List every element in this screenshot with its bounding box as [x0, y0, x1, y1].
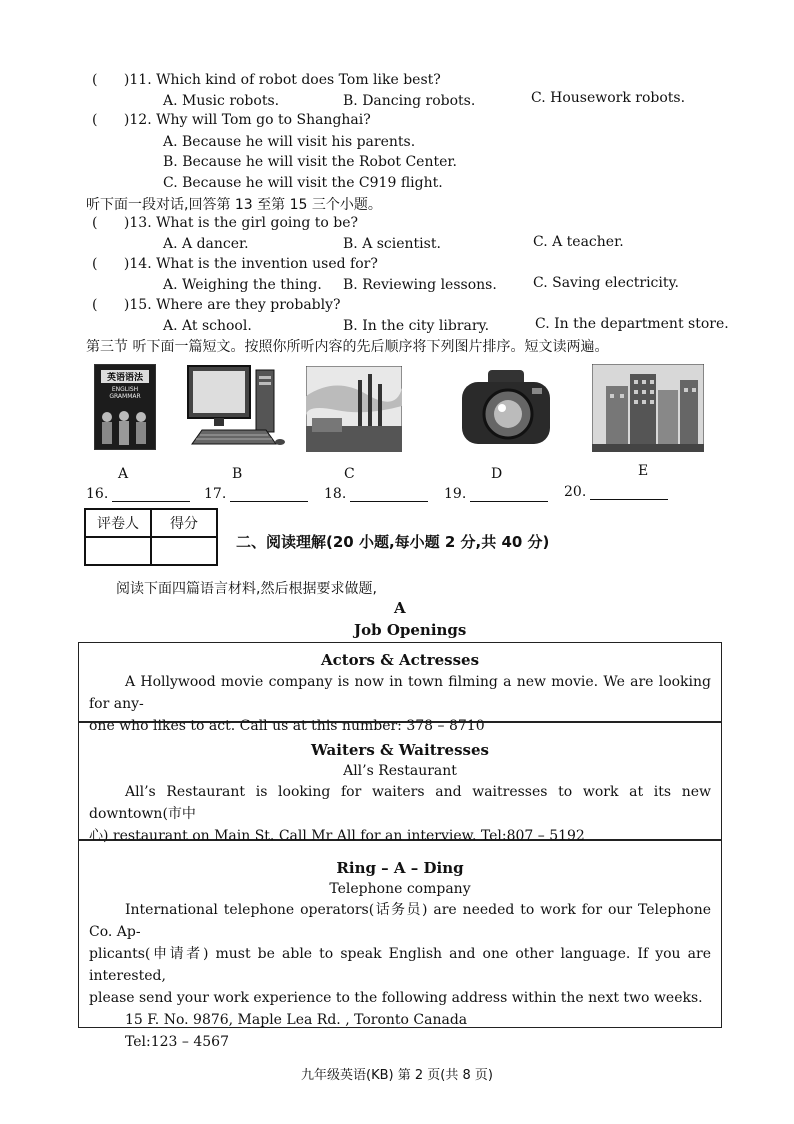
ad-line: A Hollywood movie company is now in town filming a new movie. We are looking for any- [89, 674, 711, 712]
question-text: )11. Which kind of robot does Tom like best? [123, 72, 441, 88]
option-12b[interactable]: B. Because he will visit the Robot Center. [163, 154, 457, 170]
option-13c[interactable]: C. A teacher. [533, 234, 624, 250]
answer-bracket[interactable]: ( [92, 72, 98, 88]
ad-title: Waiters & Waitresses [311, 741, 489, 759]
option-12c[interactable]: C. Because he will visit the C919 flight. [163, 175, 443, 191]
blank-19[interactable]: 19. [444, 486, 548, 502]
answer-bracket[interactable]: ( [92, 112, 98, 128]
question-text: )14. What is the invention used for? [123, 256, 378, 272]
answer-bracket[interactable]: ( [92, 297, 98, 313]
option-15a[interactable]: A. At school. [163, 318, 252, 334]
ad-title: Ring – A – Ding [336, 859, 464, 877]
ad-telephone [78, 840, 722, 1050]
question-11 [92, 72, 441, 88]
option-12a[interactable]: A. Because he will visit his parents. [163, 134, 416, 150]
blank-17[interactable]: 17. [204, 486, 308, 502]
option-14b[interactable]: B. Reviewing lessons. [343, 277, 497, 293]
passage-title: Job Openings [354, 621, 467, 639]
ad-line: 心) restaurant on Main St. Call Mr All for an interview. Tel:807 – 5192 [89, 828, 585, 844]
book-title: 英语语法 [101, 370, 149, 383]
picture-label-a: A [118, 466, 129, 482]
option-11c[interactable]: C. Housework robots. [531, 90, 686, 106]
grader-cell[interactable] [85, 537, 151, 565]
option-13b[interactable]: B. A scientist. [343, 236, 441, 252]
picture-label-e: E [638, 463, 649, 479]
question-14 [92, 256, 378, 272]
option-15b[interactable]: B. In the city library. [343, 318, 490, 334]
ad-line: one who likes to act. Call us at this number: 378 – 8710 [89, 718, 485, 734]
passage-letter: A [394, 599, 406, 617]
picture-label-c: C [344, 466, 355, 482]
option-11b[interactable]: B. Dancing robots. [343, 93, 476, 109]
part2-title: 二、阅读理解(20 小题,每小题 2 分,共 40 分) [236, 533, 550, 551]
part2-instruction: 阅读下面四篇语言材料,然后根据要求做题, [116, 581, 377, 597]
ad-subtitle: Telephone company [329, 881, 471, 897]
blank-20[interactable]: 20. [564, 484, 668, 500]
ad-phone: Tel:123 – 4567 [125, 1034, 229, 1050]
answer-bracket[interactable]: ( [92, 215, 98, 231]
option-15c[interactable]: C. In the department store. [535, 316, 729, 332]
score-header: 得分 [151, 509, 217, 537]
ad-title: Actors & Actresses [320, 651, 480, 669]
question-15 [92, 297, 341, 313]
option-14c[interactable]: C. Saving electricity. [533, 275, 679, 291]
ad-subtitle: All’s Restaurant [343, 763, 457, 779]
book-subtitle: ENGLISH GRAMMAR [109, 386, 141, 400]
answer-bracket[interactable]: ( [92, 256, 98, 272]
question-12 [92, 112, 371, 128]
grader-header: 评卷人 [85, 509, 151, 537]
page-footer: 九年级英语(KB) 第 2 页(共 8 页) [301, 1068, 493, 1083]
ad-waiters [78, 722, 722, 844]
ad-address: 15 F. No. 9876, Maple Lea Rd. , Toronto Canada [125, 1012, 468, 1028]
blank-18[interactable]: 18. [324, 486, 428, 502]
question-13 [92, 215, 358, 231]
question-text: )12. Why will Tom go to Shanghai? [123, 112, 371, 128]
picture-label-b: B [232, 466, 243, 482]
option-11a[interactable]: A. Music robots. [163, 93, 280, 109]
ad-line: plicants(申请者) must be able to speak English and one other language. If you are interested, [89, 946, 711, 984]
buildings-icon [592, 364, 704, 452]
blank-16[interactable]: 16. [86, 486, 190, 502]
section3-instruction: 第三节 听下面一篇短文。按照你所听内容的先后顺序将下列图片排序。短文读两遍。 [86, 339, 609, 355]
option-14a[interactable]: A. Weighing the thing. [163, 277, 322, 293]
picture-label-d: D [491, 466, 503, 482]
factory-icon [306, 366, 402, 452]
option-13a[interactable]: A. A dancer. [163, 236, 249, 252]
dialogue-instruction: 听下面一段对话,回答第 13 至第 15 三个小题。 [86, 197, 382, 213]
ad-actors [78, 642, 722, 734]
computer-icon [186, 364, 286, 454]
grammar-book-icon [94, 364, 156, 450]
ad-line: please send your work experience to the following address within the next two weeks. [89, 990, 703, 1006]
camera-icon [458, 366, 554, 450]
score-cell[interactable] [151, 537, 217, 565]
score-table [84, 508, 218, 566]
question-text: )13. What is the girl going to be? [123, 215, 359, 231]
ad-line: International telephone operators(话务员) are needed to work for our Telephone Co. Ap- [89, 902, 711, 940]
question-text: )15. Where are they probably? [123, 297, 341, 313]
ad-line: All’s Restaurant is looking for waiters and waitresses to work at its new downtown(市中 [89, 784, 711, 822]
